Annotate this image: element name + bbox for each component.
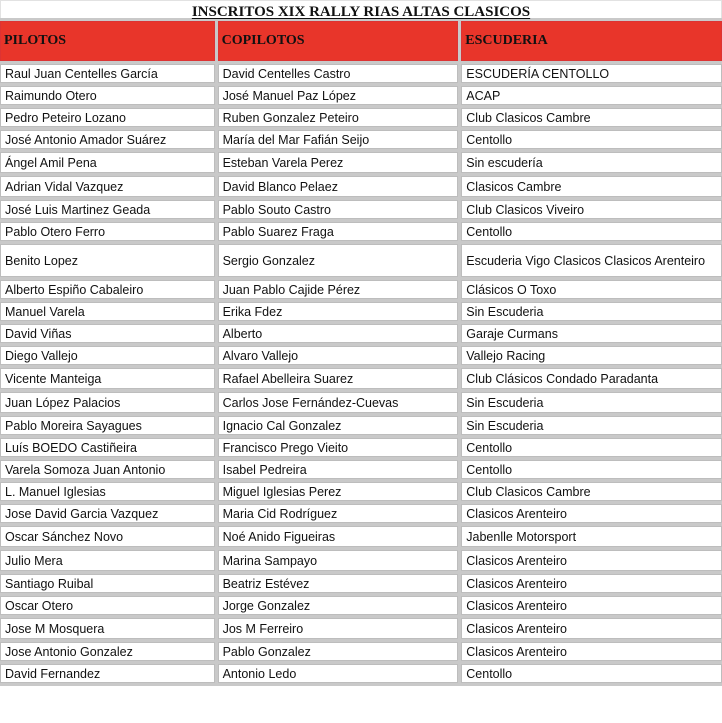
table-row bbox=[0, 130, 722, 149]
escuderia-cell: Clasicos Arenteiro bbox=[461, 618, 722, 639]
piloto-cell: Julio Mera bbox=[0, 550, 215, 571]
table-row bbox=[0, 416, 722, 435]
table-row bbox=[0, 526, 722, 547]
piloto-cell: José Luis Martinez Geada bbox=[0, 200, 215, 219]
table-row bbox=[0, 574, 722, 593]
escuderia-cell: Jabenlle Motorsport bbox=[461, 526, 722, 547]
piloto-cell: Diego Vallejo bbox=[0, 346, 215, 365]
header-row bbox=[0, 21, 722, 61]
piloto-cell: Alberto Espiño Cabaleiro bbox=[0, 280, 215, 299]
table-row bbox=[0, 200, 722, 219]
piloto-cell: David Viñas bbox=[0, 324, 215, 343]
copiloto-cell: José Manuel Paz López bbox=[218, 86, 459, 105]
copiloto-cell: Pablo Souto Castro bbox=[218, 200, 459, 219]
copiloto-cell: Jorge Gonzalez bbox=[218, 596, 459, 615]
piloto-cell: Jose David Garcia Vazquez bbox=[0, 504, 215, 523]
piloto-cell: Raimundo Otero bbox=[0, 86, 215, 105]
copiloto-cell: Marina Sampayo bbox=[218, 550, 459, 571]
piloto-cell: Luís BOEDO Castiñeira bbox=[0, 438, 215, 457]
table-row bbox=[0, 302, 722, 321]
table-row bbox=[0, 438, 722, 457]
table-row bbox=[0, 460, 722, 479]
escuderia-cell: Clasicos Arenteiro bbox=[461, 504, 722, 523]
table-row bbox=[0, 152, 722, 173]
copiloto-cell: Sergio Gonzalez bbox=[218, 244, 459, 277]
copiloto-cell: María del Mar Fafián Seijo bbox=[218, 130, 459, 149]
copiloto-cell: Carlos Jose Fernández-Cuevas bbox=[218, 392, 459, 413]
escuderia-cell: Clásicos O Toxo bbox=[461, 280, 722, 299]
table-row bbox=[0, 324, 722, 343]
table-body bbox=[0, 64, 722, 683]
copiloto-cell: Juan Pablo Cajide Pérez bbox=[218, 280, 459, 299]
piloto-cell: David Fernandez bbox=[0, 664, 215, 683]
table-row bbox=[0, 482, 722, 501]
copiloto-cell: Ruben Gonzalez Peteiro bbox=[218, 108, 459, 127]
piloto-cell: Pablo Moreira Sayagues bbox=[0, 416, 215, 435]
copiloto-cell: Miguel Iglesias Perez bbox=[218, 482, 459, 501]
escuderia-cell: Club Clasicos Cambre bbox=[461, 108, 722, 127]
piloto-cell: Jose M Mosquera bbox=[0, 618, 215, 639]
escuderia-cell: Vallejo Racing bbox=[461, 346, 722, 365]
escuderia-cell: Clasicos Arenteiro bbox=[461, 574, 722, 593]
escuderia-cell: Centollo bbox=[461, 222, 722, 241]
table-row bbox=[0, 368, 722, 389]
escuderia-cell: ESCUDERÍA CENTOLLO bbox=[461, 64, 722, 83]
copiloto-cell: Francisco Prego Vieito bbox=[218, 438, 459, 457]
copiloto-cell: Alberto bbox=[218, 324, 459, 343]
escuderia-cell: Garaje Curmans bbox=[461, 324, 722, 343]
table-row bbox=[0, 176, 722, 197]
escuderia-cell: Clasicos Cambre bbox=[461, 176, 722, 197]
piloto-cell: Vicente Manteiga bbox=[0, 368, 215, 389]
table-row bbox=[0, 642, 722, 661]
escuderia-cell: Centollo bbox=[461, 438, 722, 457]
copiloto-cell: Beatriz Estévez bbox=[218, 574, 459, 593]
escuderia-cell: Sin Escuderia bbox=[461, 416, 722, 435]
escuderia-cell: Centollo bbox=[461, 460, 722, 479]
piloto-cell: Benito Lopez bbox=[0, 244, 215, 277]
column-header-pilotos: PILOTOS bbox=[0, 21, 215, 61]
escuderia-cell: Escuderia Vigo Clasicos Clasicos Arenteiro bbox=[461, 244, 722, 277]
escuderia-cell: Clasicos Arenteiro bbox=[461, 596, 722, 615]
table-row bbox=[0, 550, 722, 571]
copiloto-cell: Maria Cid Rodríguez bbox=[218, 504, 459, 523]
copiloto-cell: David Centelles Castro bbox=[218, 64, 459, 83]
copiloto-cell: Erika Fdez bbox=[218, 302, 459, 321]
piloto-cell: Adrian Vidal Vazquez bbox=[0, 176, 215, 197]
table-row bbox=[0, 108, 722, 127]
piloto-cell: Pedro Peteiro Lozano bbox=[0, 108, 215, 127]
piloto-cell: Pablo Otero Ferro bbox=[0, 222, 215, 241]
escuderia-cell: Centollo bbox=[461, 130, 722, 149]
piloto-cell: Varela Somoza Juan Antonio bbox=[0, 460, 215, 479]
copiloto-cell: Ignacio Cal Gonzalez bbox=[218, 416, 459, 435]
piloto-cell: Ángel Amil Pena bbox=[0, 152, 215, 173]
piloto-cell: Raul Juan Centelles García bbox=[0, 64, 215, 83]
table-row bbox=[0, 618, 722, 639]
escuderia-cell: Club Clasicos Cambre bbox=[461, 482, 722, 501]
entries-table bbox=[0, 18, 722, 686]
piloto-cell: Juan López Palacios bbox=[0, 392, 215, 413]
table-row bbox=[0, 346, 722, 365]
escuderia-cell: Centollo bbox=[461, 664, 722, 683]
copiloto-cell: David Blanco Pelaez bbox=[218, 176, 459, 197]
title-text: INSCRITOS XIX RALLY RIAS ALTAS CLASICOS bbox=[191, 4, 531, 20]
table-row bbox=[0, 222, 722, 241]
table-row bbox=[0, 280, 722, 299]
copiloto-cell: Pablo Suarez Fraga bbox=[218, 222, 459, 241]
column-header-copilotos: COPILOTOS bbox=[218, 21, 459, 61]
piloto-cell: Oscar Sánchez Novo bbox=[0, 526, 215, 547]
escuderia-cell: Clasicos Arenteiro bbox=[461, 642, 722, 661]
piloto-cell: L. Manuel Iglesias bbox=[0, 482, 215, 501]
escuderia-cell: Sin Escuderia bbox=[461, 392, 722, 413]
copiloto-cell: Noé Anido Figueiras bbox=[218, 526, 459, 547]
table-row bbox=[0, 392, 722, 413]
column-header-escuderia: ESCUDERIA bbox=[461, 21, 722, 61]
escuderia-cell: Sin escudería bbox=[461, 152, 722, 173]
copiloto-cell: Isabel Pedreira bbox=[218, 460, 459, 479]
escuderia-cell: Clasicos Arenteiro bbox=[461, 550, 722, 571]
copiloto-cell: Jos M Ferreiro bbox=[218, 618, 459, 639]
piloto-cell: Santiago Ruibal bbox=[0, 574, 215, 593]
table-row bbox=[0, 244, 722, 277]
escuderia-cell: Club Clásicos Condado Paradanta bbox=[461, 368, 722, 389]
table-row bbox=[0, 86, 722, 105]
piloto-cell: Oscar Otero bbox=[0, 596, 215, 615]
escuderia-cell: Sin Escuderia bbox=[461, 302, 722, 321]
table-row bbox=[0, 596, 722, 615]
table-row bbox=[0, 504, 722, 523]
copiloto-cell: Antonio Ledo bbox=[218, 664, 459, 683]
table-row bbox=[0, 64, 722, 83]
copiloto-cell: Rafael Abelleira Suarez bbox=[218, 368, 459, 389]
escuderia-cell: Club Clasicos Viveiro bbox=[461, 200, 722, 219]
piloto-cell: Manuel Varela bbox=[0, 302, 215, 321]
piloto-cell: Jose Antonio Gonzalez bbox=[0, 642, 215, 661]
copiloto-cell: Alvaro Vallejo bbox=[218, 346, 459, 365]
copiloto-cell: Esteban Varela Perez bbox=[218, 152, 459, 173]
piloto-cell: José Antonio Amador Suárez bbox=[0, 130, 215, 149]
escuderia-cell: ACAP bbox=[461, 86, 722, 105]
copiloto-cell: Pablo Gonzalez bbox=[218, 642, 459, 661]
table-row bbox=[0, 664, 722, 683]
document-title bbox=[0, 0, 722, 20]
